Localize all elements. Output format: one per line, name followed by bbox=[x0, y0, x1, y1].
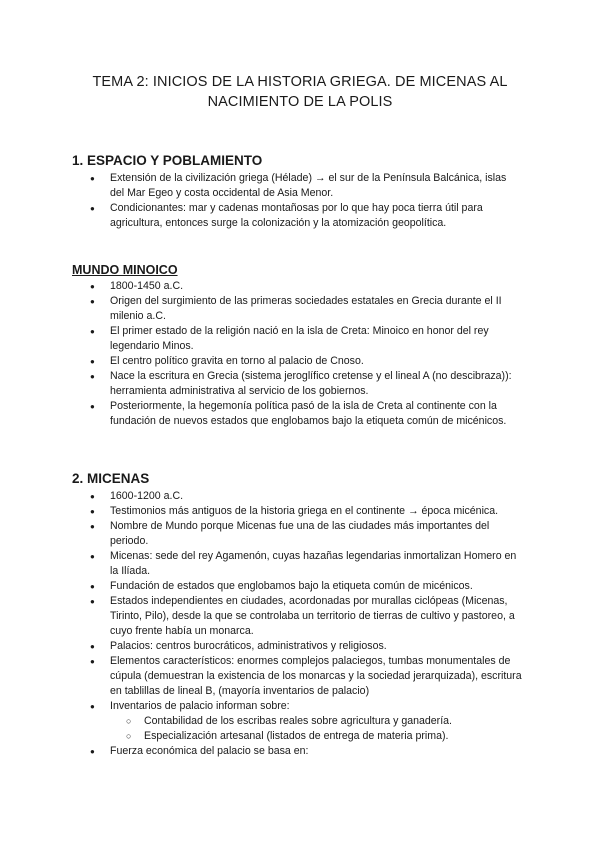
section-1-heading: 1. ESPACIO Y POBLAMIENTO bbox=[72, 153, 263, 168]
section-2-heading: 2. MICENAS bbox=[72, 471, 150, 486]
list-item: ● Condicionantes: mar y cadenas montañosas por lo que hay poca tierra útil para agricultura, entonces surge la colonización y la atomización geopolítica. bbox=[0, 201, 522, 231]
list-item: ● Palacios: centros burocráticos, administrativos y religiosos. bbox=[0, 639, 522, 654]
list-item: ● El primer estado de la religión nació en la isla de Creta: Minoico en honor del rey legendario Minos. bbox=[0, 324, 522, 354]
list-item: ● Testimonios más antiguos de la historia griega en el continente → época micénica. bbox=[0, 504, 522, 519]
sub-list-item: ○ Contabilidad de los escribas reales sobre agricultura y ganadería. bbox=[110, 714, 522, 729]
list-item bbox=[0, 699, 522, 744]
list-item: ● Estados independientes en ciudades, acordonadas por murallas ciclópeas (Micenas, Tirinto, Pilo), desde la que se controlaba un territorio de tierras de cultivo y pastoreo, a cuyo frente había un monarca. bbox=[0, 594, 522, 639]
section-1-list bbox=[0, 171, 522, 231]
list-item: ● Fundación de estados que englobamos bajo la etiqueta común de micénicos. bbox=[0, 579, 522, 594]
list-item: ● Fuerza económica del palacio se basa en: bbox=[0, 744, 522, 759]
list-item: ● Elementos característicos: enormes complejos palaciegos, tumbas monumentales de cúpula (demuestran la existencia de los monarcas y la sociedad jerarquizada), escritura en tablillas de lineal B, (mayoría inventarios de palacio) bbox=[0, 654, 522, 699]
list-item: ● 1800-1450 a.C. bbox=[0, 279, 522, 294]
list-item: ● Extensión de la civilización griega (Hélade) → el sur de la Península Balcánica, islas del Mar Egeo y costa occidental de Asia Menor. bbox=[0, 171, 522, 201]
title-line-2: NACIMIENTO DE LA POLIS bbox=[207, 94, 393, 110]
section-2-list bbox=[0, 489, 522, 759]
title-line-1: TEMA 2: INICIOS DE LA HISTORIA GRIEGA. DE MICENAS AL bbox=[92, 74, 508, 90]
document-title bbox=[70, 72, 530, 112]
list-item: ● Posteriormente, la hegemonía política pasó de la isla de Creta al continente con la fundación de nuevos estados que englobamos bajo la etiqueta común de micénicos. bbox=[0, 399, 522, 429]
list-item: ● Nace la escritura en Grecia (sistema jeroglífico cretense y el lineal A (no descibraza)): herramienta administrativa al servicio de los gobiernos. bbox=[0, 369, 522, 399]
list-item: ● Micenas: sede del rey Agamenón, cuyas hazañas legendarias inmortalizan Homero en la Ilíada. bbox=[0, 549, 522, 579]
sub-list-item: ○ Especialización artesanal (listados de entrega de materia prima). bbox=[110, 729, 522, 744]
sub-list bbox=[110, 714, 522, 744]
minoico-list bbox=[0, 279, 522, 429]
mundo-minoico-heading: MUNDO MINOICO bbox=[72, 263, 178, 277]
list-item: ● El centro político gravita en torno al palacio de Cnoso. bbox=[0, 354, 522, 369]
list-item: ● 1600-1200 a.C. bbox=[0, 489, 522, 504]
list-item: ● Nombre de Mundo porque Micenas fue una de las ciudades más importantes del periodo. bbox=[0, 519, 522, 549]
list-item: ● Origen del surgimiento de las primeras sociedades estatales en Grecia durante el II milenio a.C. bbox=[0, 294, 522, 324]
list-item-text: Inventarios de palacio informan sobre: bbox=[110, 700, 290, 712]
